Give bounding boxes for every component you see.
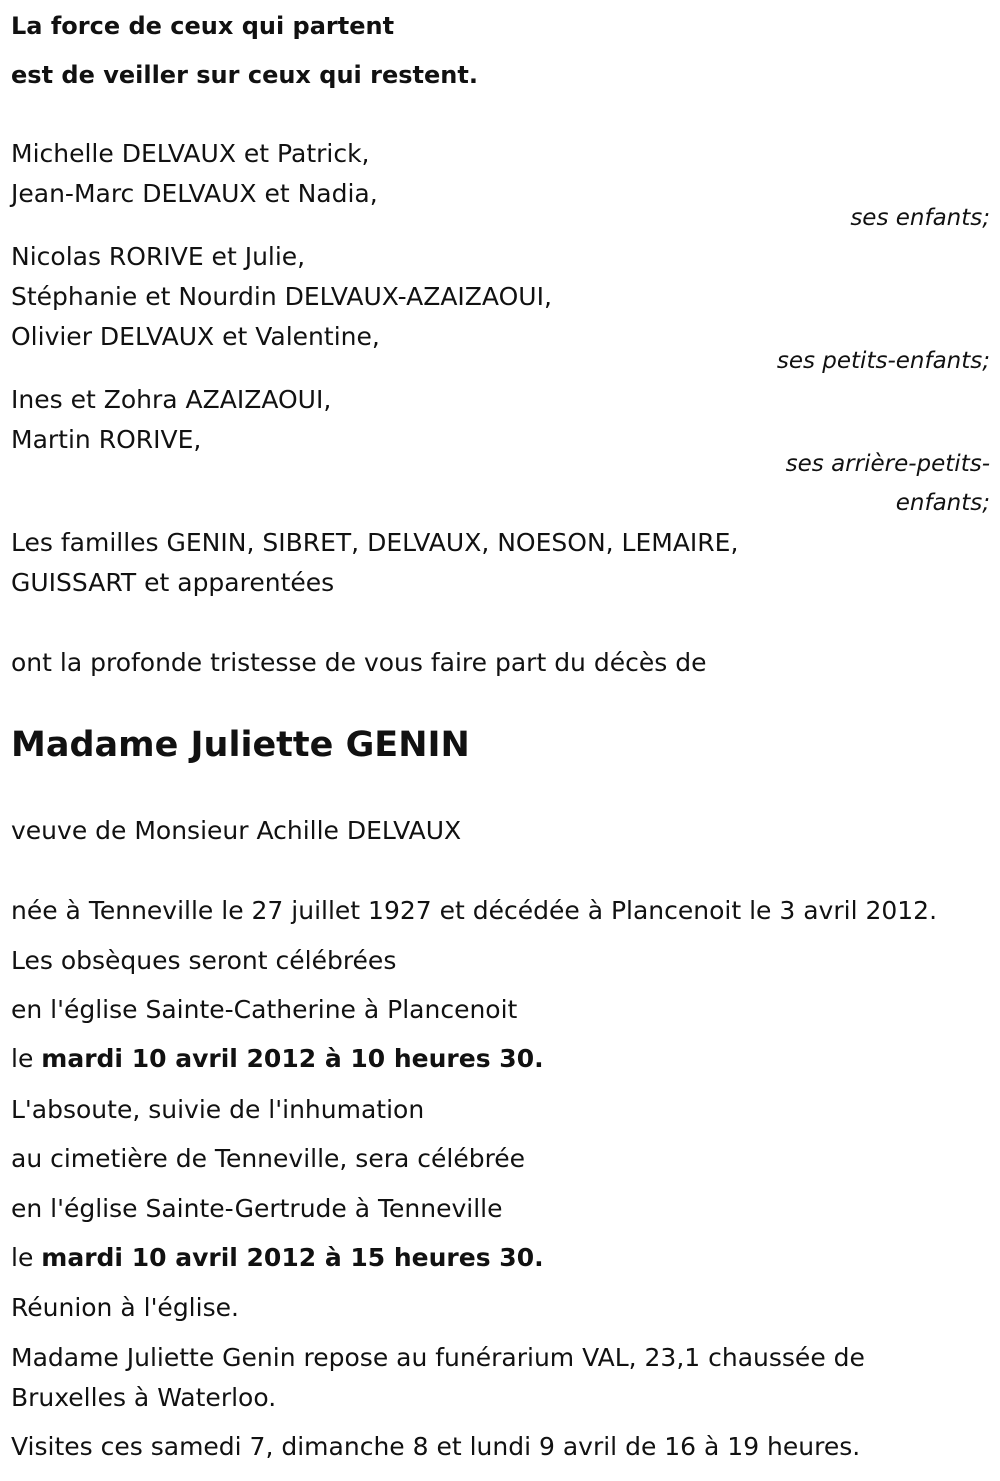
grandchild-name: Nicolas RORIVE et Julie, [11,242,306,271]
burial-line-1: L'absoute, suivie de l'inhumation [11,1095,425,1124]
rest-line-1: Madame Juliette Genin repose au funérarium VAL, 23,1 chaussée de [11,1343,865,1372]
families-line-1: Les familles GENIN, SIBRET, DELVAUX, NOESON, LEMAIRE, [11,528,739,557]
burial-date-prefix: le [11,1243,34,1272]
birth-death: née à Tenneville le 27 juillet 1927 et décédée à Plancenoit le 3 avril 2012. [11,896,938,925]
burial-line-2: au cimetière de Tenneville, sera célébrée [11,1144,526,1173]
quote-line-2: est de veiller sur ceux qui restent. [11,61,478,89]
funeral-date [11,1043,544,1075]
widow-of: veuve de Monsieur Achille DELVAUX [11,816,462,845]
funeral-date-prefix: le [11,1044,34,1073]
grandchild-name: Olivier DELVAUX et Valentine, [11,322,380,351]
child-name: Jean-Marc DELVAUX et Nadia, [11,179,378,208]
funeral-line-2: en l'église Sainte-Catherine à Plancenoit [11,995,518,1024]
deceased-name: Madame Juliette GENIN [11,725,470,765]
great-grandchild-name: Ines et Zohra AZAIZAOUI, [11,385,332,414]
great-grandchildren-relation-2: enfants; [895,490,990,516]
great-grandchild-name: Martin RORIVE, [11,425,202,454]
child-name: Michelle DELVAUX et Patrick, [11,139,370,168]
burial-line-3: en l'église Sainte-Gertrude à Tenneville [11,1194,503,1223]
great-grandchildren-relation-1: ses arrière-petits- [785,451,990,477]
burial-datetime: mardi 10 avril 2012 à 15 heures 30. [41,1243,544,1272]
quote-line-1: La force de ceux qui partent [11,12,395,40]
grandchild-name: Stéphanie et Nourdin DELVAUX-AZAIZAOUI, [11,282,552,311]
announcement: ont la profonde tristesse de vous faire part du décès de [11,648,707,677]
funeral-datetime: mardi 10 avril 2012 à 10 heures 30. [41,1044,544,1073]
rest-line-2: Bruxelles à Waterloo. [11,1383,277,1412]
children-relation: ses enfants; [850,205,990,231]
visits: Visites ces samedi 7, dimanche 8 et lundi 9 avril de 16 à 19 heures. [11,1432,861,1461]
families-line-2: GUISSART et apparentées [11,568,335,597]
meeting: Réunion à l'église. [11,1293,239,1322]
burial-date [11,1242,544,1274]
grandchildren-relation: ses petits-enfants; [776,348,990,374]
funeral-line-1: Les obsèques seront célébrées [11,946,397,975]
